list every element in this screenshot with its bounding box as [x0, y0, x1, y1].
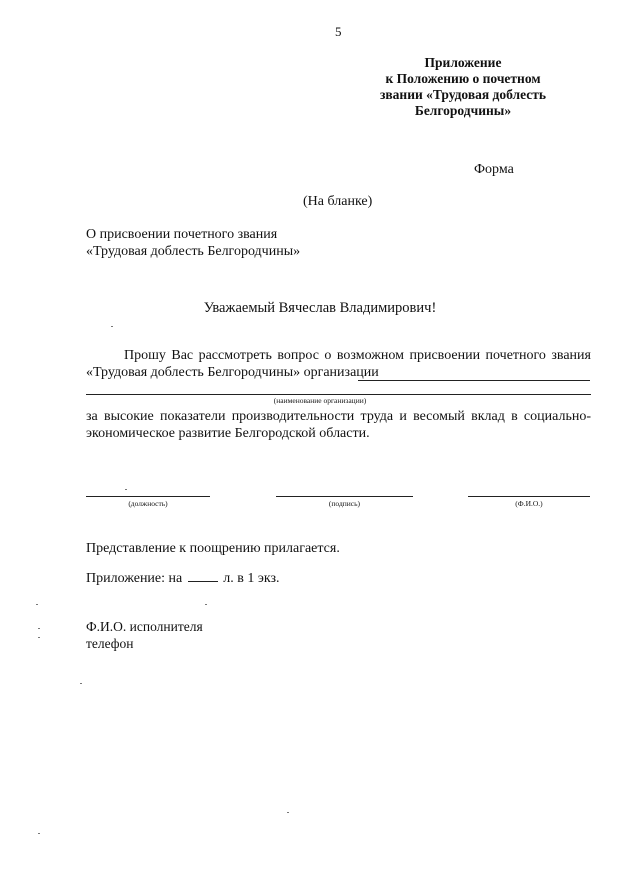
signature-field-line — [276, 496, 413, 497]
subject-block — [86, 226, 300, 260]
appendix-line: звании «Трудовая доблесть — [379, 87, 547, 102]
request-line-4: экономическое развитие Белгородской области. — [86, 426, 370, 441]
annex-line — [86, 569, 280, 587]
executor-name-label: Ф.И.О. исполнителя — [86, 619, 203, 634]
scan-speck — [36, 604, 38, 605]
page-number: 5 — [335, 24, 342, 39]
position-field-line — [86, 496, 210, 497]
organization-field-line-full — [86, 394, 591, 395]
organization-field-line — [358, 380, 590, 381]
scan-speck — [125, 489, 127, 490]
letterhead-note: (На бланке) — [303, 194, 373, 209]
organization-caption: (наименование организации) — [273, 396, 367, 405]
annex-pages-blank — [188, 569, 218, 582]
signature-caption: (подпись) — [328, 499, 361, 508]
attachment-note: Представление к поощрению прилагается. — [86, 541, 340, 556]
scan-speck — [111, 326, 113, 327]
scan-speck — [38, 833, 40, 834]
scan-speck — [287, 812, 289, 813]
request-text: Прошу Вас рассмотреть вопрос о возможном присвоении почетного звания — [124, 348, 591, 363]
executor-block — [86, 618, 203, 652]
scan-speck — [38, 637, 40, 638]
scan-speck — [38, 628, 40, 629]
appendix-line: к Положению о почетном — [385, 71, 541, 86]
annex-suffix: л. в 1 экз. — [223, 571, 280, 586]
form-label: Форма — [474, 162, 514, 177]
subject-line: О присвоении почетного звания — [86, 227, 278, 242]
full-name-field-line — [468, 496, 590, 497]
greeting: Уважаемый Вячеслав Владимирович! — [203, 300, 437, 316]
subject-line: «Трудовая доблесть Белгородчины» — [86, 244, 301, 259]
request-line-2: «Трудовая доблесть Белгородчины» организации — [86, 365, 379, 380]
appendix-header — [343, 55, 583, 119]
request-line-1 — [86, 348, 591, 364]
appendix-line: Приложение — [424, 55, 502, 70]
annex-prefix: Приложение: на — [86, 571, 183, 586]
full-name-caption: (Ф.И.О.) — [515, 499, 543, 508]
appendix-line: Белгородчины» — [414, 103, 512, 118]
executor-phone-label: телефон — [86, 636, 134, 651]
position-caption: (должность) — [128, 499, 168, 508]
scan-speck — [80, 683, 82, 684]
scan-speck — [205, 604, 207, 605]
request-line-3: за высокие показатели производительности труда и весомый вклад в социально- — [86, 409, 591, 424]
request-continuation — [86, 408, 591, 442]
